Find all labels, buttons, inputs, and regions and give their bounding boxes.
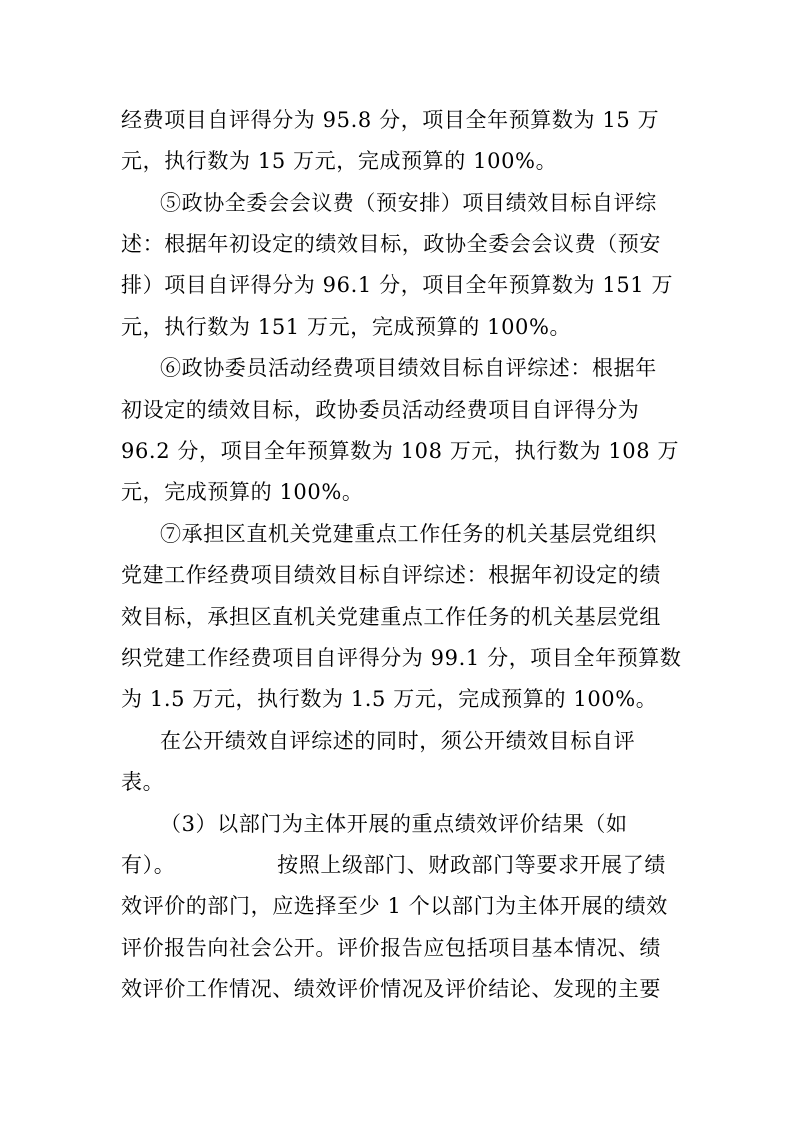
section-heading-line: （3）以部门为主体开展的重点绩效评价结果（如 — [160, 812, 628, 836]
text-line: 元，执行数为 15 万元，完成预算的 100%。 — [121, 149, 558, 173]
text-line: 效评价的部门，应选择至少 1 个以部门为主体开展的绩效 — [121, 894, 668, 918]
text-line: 初设定的绩效目标，政协委员活动经费项目自评得分为 — [121, 398, 640, 422]
paragraph-start-line: ⑦承担区直机关党建重点工作任务的机关基层党组织 — [160, 522, 657, 546]
text-line: 元，完成预算的 100%。 — [121, 480, 364, 504]
text-line: 效评价工作情况、绩效评价情况及评价结论、发现的主要 — [121, 977, 661, 1001]
paragraph-start-line: ⑥政协委员活动经费项目绩效目标自评综述：根据年 — [160, 356, 657, 380]
text-line: 表。 — [121, 770, 165, 794]
text-line: 有）。 按照上级部门、财政部门等要求开展了绩 — [121, 853, 666, 877]
paragraph-start-line: 在公开绩效自评综述的同时，须公开绩效目标自评 — [160, 729, 636, 753]
text-line: 织党建工作经费项目自评得分为 99.1 分，项目全年预算数 — [121, 646, 682, 670]
text-line: 党建工作经费项目绩效目标自评综述：根据年初设定的绩 — [121, 563, 661, 587]
text-line: 96.2 分，项目全年预算数为 108 万元，执行数为 108 万 — [121, 439, 680, 463]
paragraph-start-line: ⑤政协全委会会议费（预安排）项目绩效目标自评综 — [160, 191, 657, 215]
text-line: 为 1.5 万元，执行数为 1.5 万元，完成预算的 100%。 — [121, 687, 658, 711]
text-line: 经费项目自评得分为 95.8 分，项目全年预算数为 15 万 — [121, 108, 660, 132]
text-line: 评价报告向社会公开。评价报告应包括项目基本情况、绩 — [121, 936, 661, 960]
text-line: 效目标，承担区直机关党建重点工作任务的机关基层党组 — [121, 605, 661, 629]
text-line: 排）项目自评得分为 96.1 分，项目全年预算数为 151 万 — [121, 273, 674, 297]
text-line: 元，执行数为 151 万元，完成预算的 100%。 — [121, 315, 572, 339]
text-line: 述：根据年初设定的绩效目标，政协全委会会议费（预安 — [121, 232, 661, 256]
